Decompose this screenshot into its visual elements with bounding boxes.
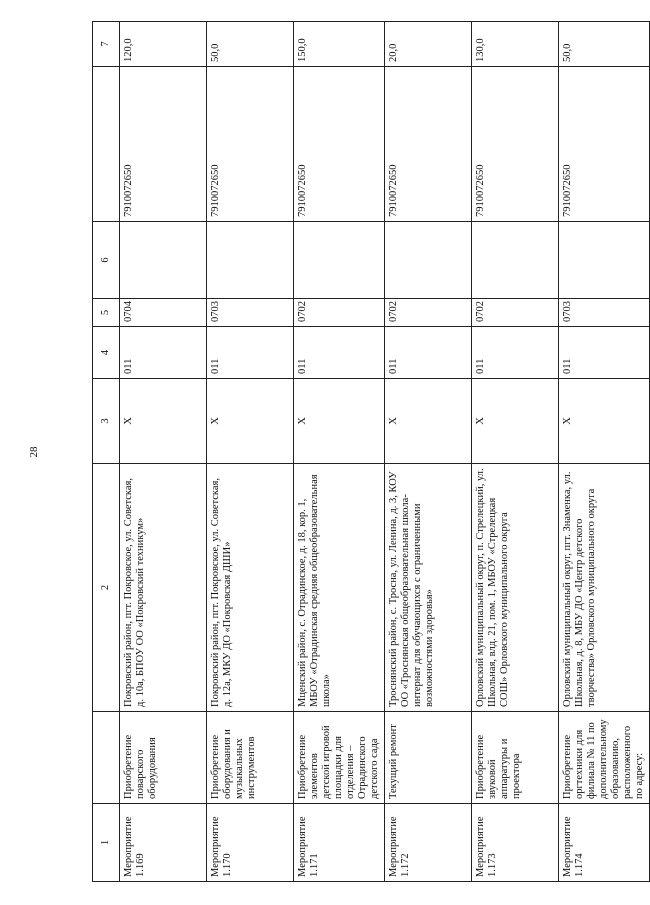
event-name-cell: Приобретение оборудования и музыкальных инструментов <box>207 712 294 804</box>
amount-cell: 130,0 <box>472 22 559 67</box>
amount-cell: 150,0 <box>294 22 385 67</box>
amount-cell: 50,0 <box>207 22 294 67</box>
table-row <box>120 22 207 882</box>
empty-cell <box>294 222 385 299</box>
col6-cell: 7910072650 <box>385 67 472 222</box>
col3-cell: Х <box>207 379 294 464</box>
col3-cell: Х <box>294 379 385 464</box>
header-cell: 6 <box>93 222 120 299</box>
col5-cell: 0703 <box>559 299 650 327</box>
empty-cell <box>472 222 559 299</box>
table-body <box>93 22 650 882</box>
table-row <box>207 22 294 882</box>
header-row <box>93 22 120 882</box>
address-cell: Троснянский район, с. Тросна, ул. Ленина, д. 3, КОУ ОО «Троснянская общеобразовательная школа-интернат для обучающихся с ограниченными возможностями здоровья» <box>385 464 472 712</box>
col5-cell: 0702 <box>385 299 472 327</box>
header-cell: 7 <box>93 22 120 67</box>
amount-cell: 120,0 <box>120 22 207 67</box>
event-name-cell: Приобретение элементов детской игровой площадки для отделения – Отрадинского детского сада <box>294 712 385 804</box>
event-id-cell: Мероприятие 1.171 <box>294 804 385 882</box>
col4-cell: 011 <box>294 327 385 379</box>
col4-cell: 011 <box>559 327 650 379</box>
col5-cell: 0702 <box>294 299 385 327</box>
amount-cell: 50,0 <box>559 22 650 67</box>
col3-cell: Х <box>559 379 650 464</box>
table-row <box>294 22 385 882</box>
header-cell: 4 <box>93 327 120 379</box>
event-name-cell: Приобретение оргтехники для филиала № 11 по дополнительному образованию, расположенного по адресу: <box>559 712 650 804</box>
col4-cell: 011 <box>207 327 294 379</box>
col4-cell: 011 <box>120 327 207 379</box>
col6-cell: 7910072650 <box>472 67 559 222</box>
address-cell: Покровский район, пгт. Покровское, ул. Советская, д. 12а, МКУ ДО «Покровская ДШИ» <box>207 464 294 712</box>
header-cell <box>93 67 120 222</box>
header-cell: 2 <box>93 464 120 712</box>
address-cell: Орловский муниципальный округ, пгт. Знаменка, ул. Школьная, д. 8, МБУ ДО «Центр детского творчества» Орловского муниципального округа <box>559 464 650 712</box>
col5-cell: 0703 <box>207 299 294 327</box>
event-id-cell: Мероприятие 1.169 <box>120 804 207 882</box>
address-cell: Орловский муниципальный округ, п. Стрелецкий, ул. Школьная, влд. 21, пом. 1, МБОУ «Стрелецкая СОШ» Орловского муниципального округа <box>472 464 559 712</box>
event-id-cell: Мероприятие 1.170 <box>207 804 294 882</box>
col3-cell: Х <box>472 379 559 464</box>
table-row <box>472 22 559 882</box>
header-cell: 3 <box>93 379 120 464</box>
event-name-cell: Приобретение поварского оборудования <box>120 712 207 804</box>
col6-cell: 7910072650 <box>559 67 650 222</box>
page-number: 28 <box>28 446 40 458</box>
event-id-cell: Мероприятие 1.174 <box>559 804 650 882</box>
empty-cell <box>559 222 650 299</box>
empty-cell <box>385 222 472 299</box>
col5-cell: 0702 <box>472 299 559 327</box>
col6-cell: 7910072650 <box>294 67 385 222</box>
col4-cell: 011 <box>385 327 472 379</box>
empty-cell <box>207 222 294 299</box>
header-cell <box>93 712 120 804</box>
col6-cell: 7910072650 <box>120 67 207 222</box>
event-name-cell: Текущий ремонт <box>385 712 472 804</box>
header-cell: 5 <box>93 299 120 327</box>
event-name-cell: Приобретение звуковой аппаратуры и проектора <box>472 712 559 804</box>
col3-cell: Х <box>120 379 207 464</box>
col5-cell: 0704 <box>120 299 207 327</box>
amount-cell: 20,0 <box>385 22 472 67</box>
col4-cell: 011 <box>472 327 559 379</box>
table-row <box>559 22 650 882</box>
budget-table <box>92 21 650 882</box>
event-id-cell: Мероприятие 1.173 <box>472 804 559 882</box>
header-cell: 1 <box>93 804 120 882</box>
col6-cell: 7910072650 <box>207 67 294 222</box>
table-row <box>385 22 472 882</box>
rotated-table-container <box>92 22 645 882</box>
address-cell: Мценский район, с. Отрадинское, д. 18, кор. 1, МБОУ «Отрадинская средняя общеобразовательная школа» <box>294 464 385 712</box>
address-cell: Покровский район, пгт. Покровское, ул. Советская, д. 10а, БПОУ ОО «Покровский техникум» <box>120 464 207 712</box>
empty-cell <box>120 222 207 299</box>
event-id-cell: Мероприятие 1.172 <box>385 804 472 882</box>
col3-cell: Х <box>385 379 472 464</box>
